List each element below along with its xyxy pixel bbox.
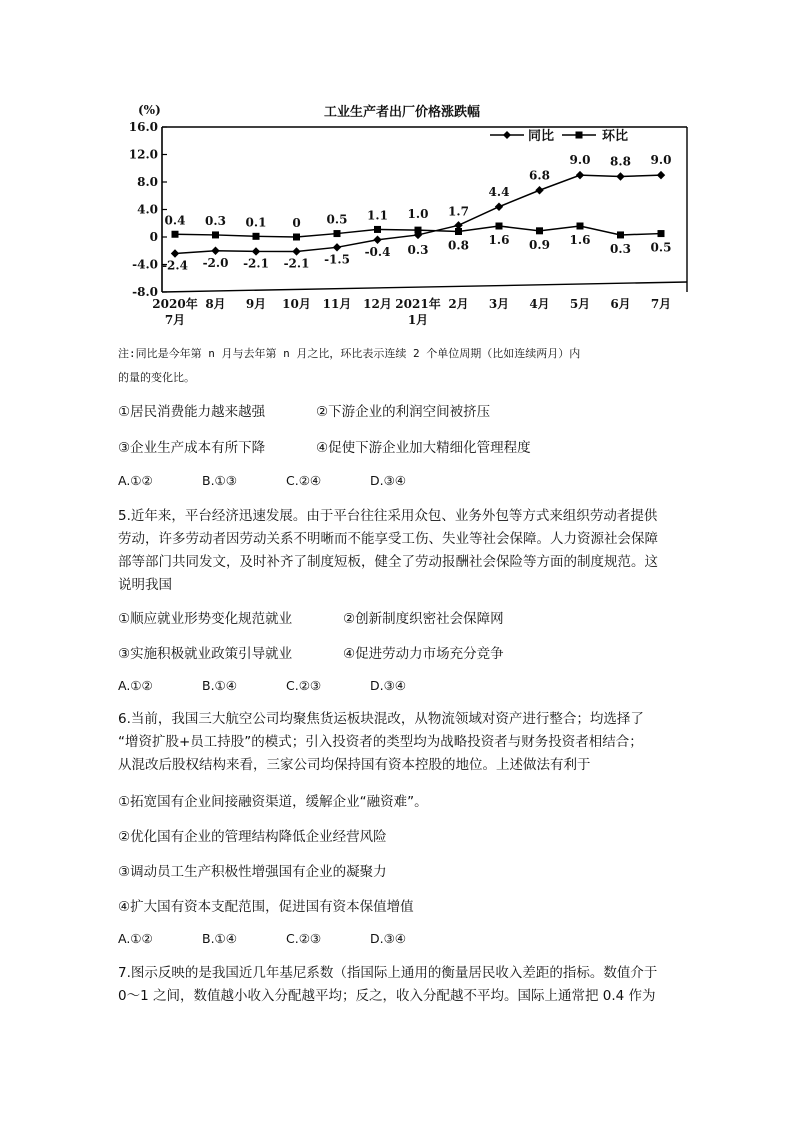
- chart-note: [118, 342, 678, 390]
- q5-stem-line-3: 部等部门共同发文，及时补齐了制度短板，健全了劳动报酬社会保险等方面的制度规范。这: [118, 554, 658, 570]
- data-label-mom: 0.5: [650, 240, 672, 255]
- note-line-2: 的量的变化比。: [118, 371, 195, 384]
- data-label-yoy: -0.4: [364, 244, 391, 259]
- q6-option-2: ②优化国有企业的管理结构降低企业经营风险: [118, 829, 387, 845]
- y-tick-label: -4.0: [132, 257, 158, 272]
- data-label-mom: 0.4: [164, 213, 186, 228]
- x-tick-label: 6月: [610, 297, 631, 311]
- q5-answers: [118, 678, 454, 693]
- data-point-mom: [536, 227, 543, 234]
- data-point-yoy: [657, 171, 665, 179]
- q5-option-1: ①顺应就业形势变化规范就业: [118, 611, 293, 627]
- q4-option-1: ①居民消费能力越来越强: [118, 404, 266, 420]
- data-point-yoy: [576, 171, 584, 179]
- y-tick-label: -8.0: [132, 285, 158, 299]
- x-tick-label: 2月: [448, 297, 469, 311]
- y-tick-label: 0: [149, 230, 158, 244]
- data-point-mom: [455, 228, 462, 235]
- data-point-mom: [577, 223, 584, 230]
- q5-answer-d: D.③④: [370, 678, 407, 693]
- data-point-mom: [617, 231, 624, 238]
- q6-answer-c: C.②③: [286, 931, 322, 946]
- data-point-mom: [334, 230, 341, 237]
- q4-option-3: ③企业生产成本有所下降: [118, 440, 266, 456]
- data-label-yoy: 6.8: [529, 168, 550, 183]
- q5-options-row-2: [118, 642, 504, 662]
- data-label-mom: 1.0: [407, 207, 429, 222]
- q5-option-2: ②创新制度织密社会保障网: [343, 611, 504, 627]
- q5-stem: [118, 505, 678, 597]
- data-point-yoy: [211, 247, 219, 255]
- q6-option-1: ①拓宽国有企业间接融资渠道，缓解企业“融资难”。: [118, 794, 428, 810]
- data-label-yoy: 9.0: [569, 153, 591, 168]
- q7-stem: [118, 962, 678, 1008]
- q6-stem-line-2: “增资扩股+员工持股”的模式；引入投资者的类型均为战略投资者与财务投资者相结合；: [118, 734, 643, 750]
- plot-bottom-border: [162, 282, 687, 292]
- data-label-yoy: 8.8: [610, 154, 631, 169]
- y-tick-label: 12.0: [128, 147, 158, 162]
- data-label-mom: 1.1: [367, 208, 388, 223]
- data-label-mom: 0.8: [448, 238, 469, 253]
- q7-stem-line-1: 7.图示反映的是我国近几年基尼系数（指国际上通用的衡量居民收入差距的指标。数值介于: [118, 965, 658, 981]
- q4-options-row-1: [118, 400, 490, 420]
- data-point-mom: [374, 226, 381, 233]
- q6-stem-line-3: 从混改后股权结构来看，三家公司均保持国有资本控股的地位。上述做法有利于: [118, 757, 591, 773]
- data-point-mom: [496, 223, 503, 230]
- q5-option-3: ③实施积极就业政策引导就业: [118, 646, 293, 662]
- q5-stem-line-4: 说明我国: [118, 577, 172, 593]
- q6-answer-a: A.①②: [118, 931, 153, 946]
- x-tick-label-line2: 1月: [407, 313, 429, 327]
- legend-label-yoy: 同比: [528, 129, 555, 144]
- data-point-yoy: [373, 236, 381, 244]
- data-label-mom: 0.9: [529, 237, 550, 252]
- q6-answer-d: D.③④: [370, 931, 407, 946]
- q4-answer-b: B.①③: [202, 473, 237, 488]
- q6-option-4: ④扩大国有资本支配范围，促进国有资本保值增值: [118, 899, 414, 915]
- chart-svg: [112, 92, 692, 332]
- q4-answer-c: C.②④: [286, 473, 322, 488]
- x-tick-label: 10月: [282, 297, 311, 311]
- q4-answers: [118, 473, 454, 488]
- data-label-mom: 0.3: [205, 213, 226, 228]
- data-label-yoy: -2.1: [283, 256, 310, 271]
- x-tick-label: 2021年: [395, 297, 441, 311]
- x-tick-label: 11月: [322, 297, 352, 311]
- chart-title: 工业生产者出厂价格涨跌幅: [323, 105, 481, 120]
- x-tick-label: 8月: [205, 297, 226, 311]
- data-label-yoy: 0.3: [407, 243, 429, 258]
- data-label-mom: 0.3: [610, 241, 631, 256]
- data-point-yoy: [252, 247, 260, 255]
- data-point-yoy: [495, 203, 503, 211]
- x-tick-label: 4月: [529, 297, 550, 311]
- data-point-mom: [212, 231, 219, 238]
- legend-marker-yoy: [503, 131, 511, 139]
- legend-marker-mom: [576, 132, 583, 139]
- y-tick-label: 8.0: [137, 175, 158, 189]
- q4-option-2: ②下游企业的利润空间被挤压: [316, 404, 491, 420]
- q5-answer-b: B.①④: [202, 678, 237, 693]
- data-point-yoy: [333, 243, 341, 251]
- data-point-yoy: [292, 247, 300, 255]
- q5-answer-c: C.②③: [286, 678, 322, 693]
- data-label-yoy: 4.4: [488, 184, 510, 199]
- data-point-mom: [172, 231, 179, 238]
- q6-stem-line-1: 6.当前，我国三大航空公司均聚焦货运板块混改，从物流领域对资产进行整合；均选择了: [118, 711, 644, 727]
- x-tick-label: 7月: [650, 297, 672, 311]
- q4-answer-a: A.①②: [118, 473, 153, 488]
- x-tick-label: 12月: [363, 297, 392, 311]
- q5-option-4: ④促进劳动力市场充分竞争: [343, 646, 504, 662]
- data-label-mom: 0: [292, 216, 301, 230]
- q6-option-3: ③调动员工生产积极性增强国有企业的凝聚力: [118, 864, 387, 880]
- data-label-yoy: -2.1: [243, 256, 269, 271]
- data-label-mom: 1.6: [488, 233, 510, 247]
- data-label-yoy: 1.7: [448, 204, 469, 219]
- data-label-yoy: 9.0: [650, 153, 672, 168]
- y-unit-label: (%): [138, 103, 161, 117]
- data-point-yoy: [535, 186, 543, 194]
- q5-stem-line-1: 5.近年来，平台经济迅速发展。由于平台往往采用众包、业务外包等方式来组织劳动者提供: [118, 508, 658, 524]
- q7-stem-line-2: 0～1 之间，数值越小收入分配越平均；反之，收入分配越不平均。国际上通常把 0.4 作为: [118, 988, 656, 1004]
- data-label-mom: 0.1: [245, 215, 267, 230]
- q5-answer-a: A.①②: [118, 678, 153, 693]
- data-label-yoy: -2.0: [202, 255, 229, 270]
- x-tick-label: 3月: [488, 297, 510, 311]
- data-point-mom: [293, 234, 300, 241]
- q5-stem-line-2: 劳动，许多劳动者因劳动关系不明晰而不能享受工伤、失业等社会保障。人力资源社会保障: [118, 531, 658, 547]
- x-tick-label: 9月: [245, 297, 267, 311]
- q6-answer-b: B.①④: [202, 931, 237, 946]
- data-point-mom: [415, 227, 422, 234]
- data-label-mom: 0.5: [326, 212, 348, 227]
- x-tick-label: 2020年: [152, 297, 198, 311]
- data-point-yoy: [616, 172, 624, 180]
- y-tick-label: 16.0: [128, 120, 158, 134]
- legend-label-mom: 环比: [602, 129, 629, 144]
- x-tick-label: 5月: [569, 297, 591, 311]
- data-label-mom: 1.6: [569, 233, 591, 247]
- q4-option-4: ④促使下游企业加大精细化管理程度: [316, 440, 531, 456]
- data-point-mom: [253, 233, 260, 240]
- x-tick-label-line2: 7月: [164, 313, 186, 327]
- note-line-1: 注:同比是今年第 n 月与去年第 n 月之比，环比表示连续 2 个单位周期（比如连续两月）内: [118, 347, 581, 360]
- q5-options-row-1: [118, 607, 504, 627]
- y-tick-label: 4.0: [137, 202, 158, 217]
- q6-stem: [118, 708, 678, 777]
- data-point-yoy: [171, 249, 179, 257]
- q4-answer-d: D.③④: [370, 473, 407, 488]
- price-change-chart: [112, 92, 692, 332]
- data-label-yoy: -2.4: [162, 258, 188, 273]
- q4-options-row-2: [118, 436, 531, 456]
- data-point-mom: [658, 230, 665, 237]
- q6-answers: [118, 931, 454, 946]
- data-label-yoy: -1.5: [324, 252, 350, 267]
